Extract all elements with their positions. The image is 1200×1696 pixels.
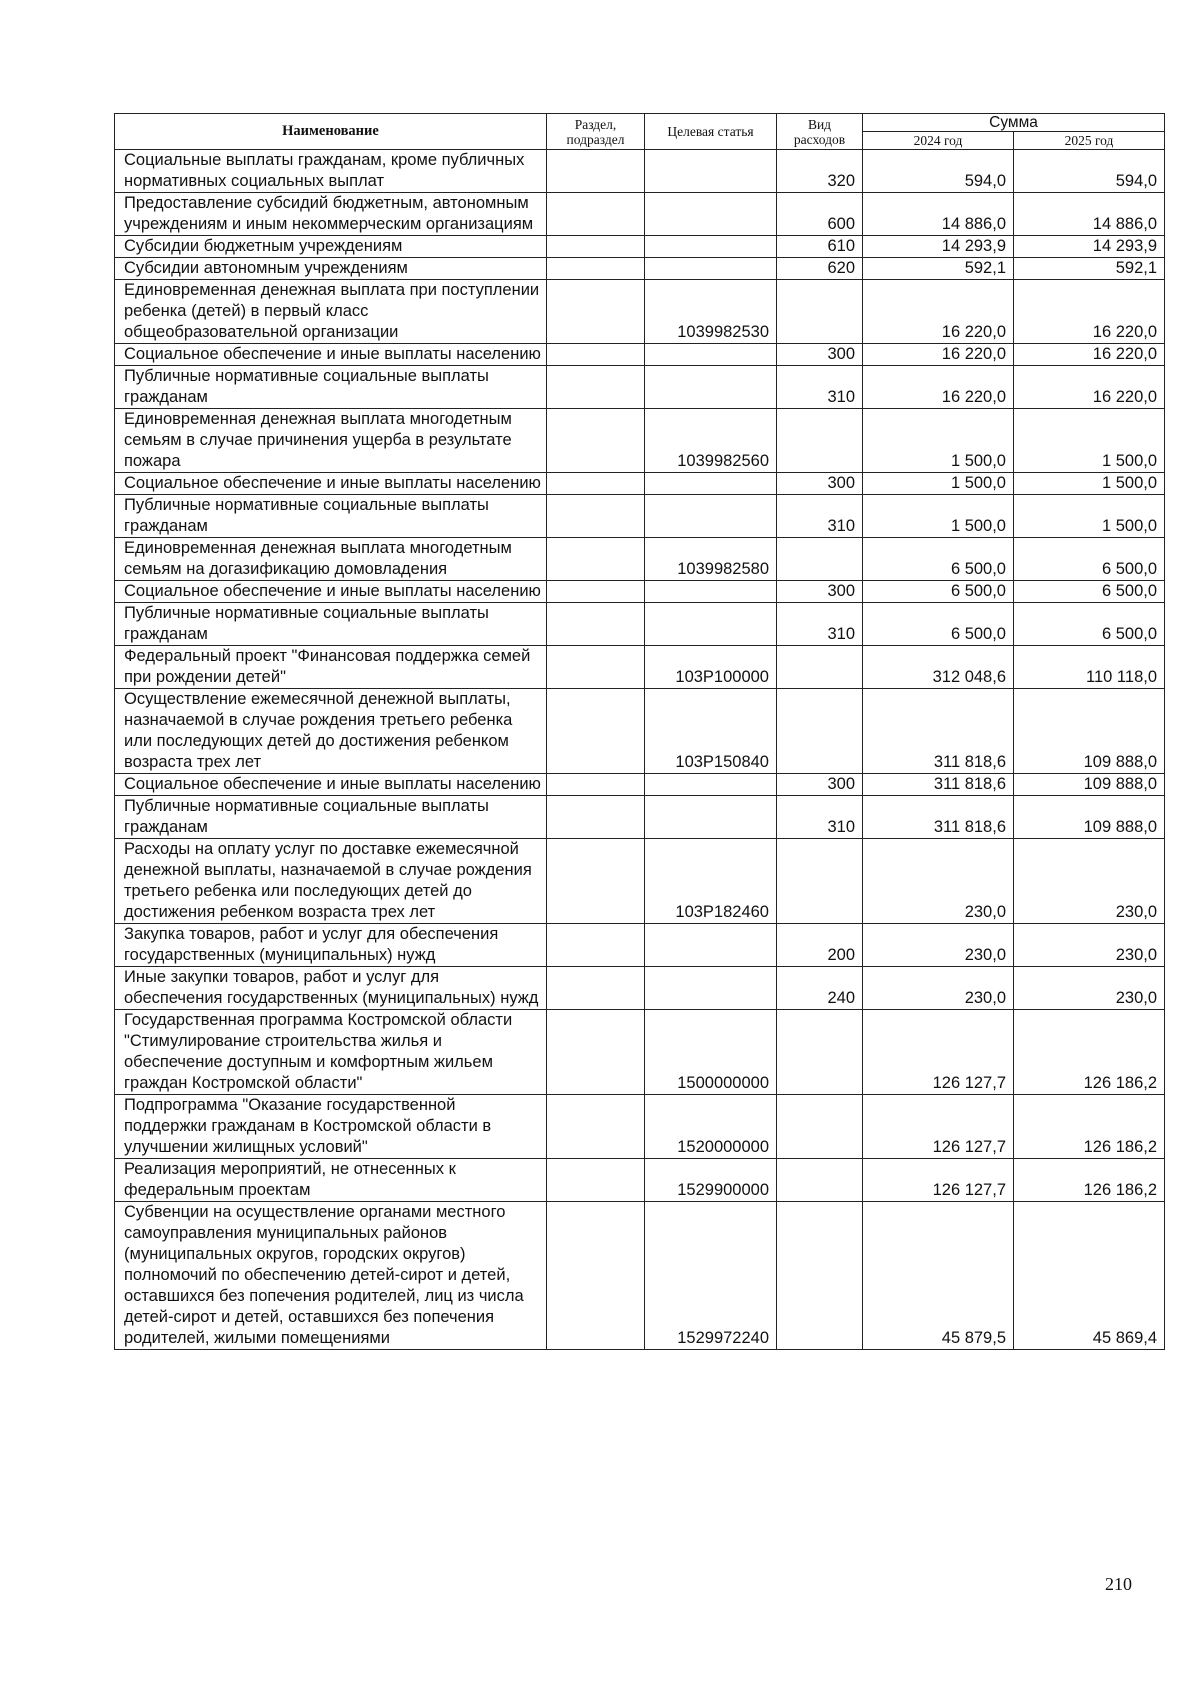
row-section-cell — [547, 1159, 645, 1202]
row-amount-2024-cell: 6 500,0 — [863, 538, 1014, 581]
row-amount-2024-cell: 16 220,0 — [863, 366, 1014, 409]
row-kind-cell — [777, 409, 863, 473]
row-name-cell: Субвенции на осуществление органами местного самоуправления муниципальных районов (муниципальных округов, городских округов) полномочий по обеспечению детей-сирот и детей, оставшихся без попечения родителей, лиц из числа детей-сирот и детей, оставшихся без попечения родителей, жилыми помещениями — [115, 1202, 547, 1350]
row-amount-2024-cell: 6 500,0 — [863, 581, 1014, 603]
row-name-cell: Социальное обеспечение и иные выплаты населению — [115, 473, 547, 495]
row-amount-2025-cell: 126 186,2 — [1014, 1159, 1165, 1202]
table-row — [115, 646, 1165, 689]
row-target-cell: 103P150840 — [645, 689, 777, 774]
row-name-cell: Единовременная денежная выплата многодетным семьям на догазификацию домовладения — [115, 538, 547, 581]
row-kind-cell: 600 — [777, 193, 863, 236]
row-kind-cell: 310 — [777, 366, 863, 409]
table-row — [115, 603, 1165, 646]
row-name-cell: Расходы на оплату услуг по доставке ежемесячной денежной выплаты, назначаемой в случае рождения третьего ребенка или последующих детей до достижения ребенком возраста трех лет — [115, 839, 547, 924]
budget-table — [114, 113, 1165, 1350]
row-amount-2025-cell: 110 118,0 — [1014, 646, 1165, 689]
table-row — [115, 344, 1165, 366]
table-row — [115, 1095, 1165, 1159]
row-kind-cell — [777, 1010, 863, 1095]
row-target-cell: 103P100000 — [645, 646, 777, 689]
row-name-cell: Федеральный проект "Финансовая поддержка семей при рождении детей" — [115, 646, 547, 689]
row-target-cell — [645, 924, 777, 967]
row-amount-2024-cell: 311 818,6 — [863, 796, 1014, 839]
row-amount-2024-cell: 126 127,7 — [863, 1159, 1014, 1202]
row-kind-cell — [777, 646, 863, 689]
row-amount-2025-cell: 1 500,0 — [1014, 495, 1165, 538]
row-amount-2024-cell: 1 500,0 — [863, 409, 1014, 473]
row-amount-2024-cell: 126 127,7 — [863, 1010, 1014, 1095]
header-sum: Сумма — [863, 114, 1165, 132]
row-kind-cell: 300 — [777, 473, 863, 495]
table-row — [115, 236, 1165, 258]
row-section-cell — [547, 796, 645, 839]
table-row — [115, 1159, 1165, 1202]
row-section-cell — [547, 603, 645, 646]
row-amount-2024-cell: 230,0 — [863, 924, 1014, 967]
row-amount-2025-cell: 14 293,9 — [1014, 236, 1165, 258]
row-name-cell: Иные закупки товаров, работ и услуг для обеспечения государственных (муниципальных) нужд — [115, 967, 547, 1010]
row-section-cell — [547, 409, 645, 473]
row-section-cell — [547, 236, 645, 258]
header-kind: Вид расходов — [777, 114, 863, 150]
row-name-cell: Социальное обеспечение и иные выплаты населению — [115, 774, 547, 796]
row-target-cell — [645, 603, 777, 646]
row-name-cell: Социальные выплаты гражданам, кроме публичных нормативных социальных выплат — [115, 150, 547, 193]
row-kind-cell: 310 — [777, 796, 863, 839]
row-amount-2024-cell: 14 886,0 — [863, 193, 1014, 236]
row-section-cell — [547, 1202, 645, 1350]
header-name: Наименование — [115, 114, 547, 150]
row-target-cell: 1039982530 — [645, 280, 777, 344]
row-target-cell: 1520000000 — [645, 1095, 777, 1159]
row-kind-cell — [777, 280, 863, 344]
table-row — [115, 796, 1165, 839]
row-section-cell — [547, 193, 645, 236]
row-name-cell: Предоставление субсидий бюджетным, автономным учреждениям и иным некоммерческим организациям — [115, 193, 547, 236]
row-amount-2025-cell: 230,0 — [1014, 924, 1165, 967]
row-name-cell: Публичные нормативные социальные выплаты гражданам — [115, 495, 547, 538]
row-amount-2025-cell: 6 500,0 — [1014, 581, 1165, 603]
row-target-cell — [645, 796, 777, 839]
row-kind-cell — [777, 839, 863, 924]
page-number: 210 — [1105, 1574, 1132, 1594]
row-target-cell: 1039982580 — [645, 538, 777, 581]
table-row — [115, 150, 1165, 193]
row-name-cell: Осуществление ежемесячной денежной выплаты, назначаемой в случае рождения третьего ребенка или последующих детей до достижения ребенком возраста трех лет — [115, 689, 547, 774]
row-amount-2024-cell: 1 500,0 — [863, 495, 1014, 538]
table-row — [115, 1202, 1165, 1350]
table-row — [115, 258, 1165, 280]
row-amount-2024-cell: 311 818,6 — [863, 689, 1014, 774]
row-amount-2025-cell: 6 500,0 — [1014, 538, 1165, 581]
row-amount-2025-cell: 594,0 — [1014, 150, 1165, 193]
row-section-cell — [547, 1095, 645, 1159]
row-amount-2025-cell: 6 500,0 — [1014, 603, 1165, 646]
row-kind-cell — [777, 538, 863, 581]
row-amount-2025-cell: 1 500,0 — [1014, 409, 1165, 473]
row-amount-2025-cell: 109 888,0 — [1014, 796, 1165, 839]
row-amount-2025-cell: 592,1 — [1014, 258, 1165, 280]
row-target-cell — [645, 581, 777, 603]
row-section-cell — [547, 366, 645, 409]
row-target-cell — [645, 236, 777, 258]
row-target-cell — [645, 495, 777, 538]
table-row — [115, 193, 1165, 236]
row-name-cell: Социальное обеспечение и иные выплаты населению — [115, 344, 547, 366]
row-amount-2025-cell: 109 888,0 — [1014, 689, 1165, 774]
row-kind-cell: 200 — [777, 924, 863, 967]
table-row — [115, 473, 1165, 495]
row-amount-2025-cell: 126 186,2 — [1014, 1095, 1165, 1159]
table-row — [115, 689, 1165, 774]
row-kind-cell: 620 — [777, 258, 863, 280]
row-name-cell: Государственная программа Костромской области "Стимулирование строительства жилья и обеспечение доступным и комфортным жильем граждан Костромской области" — [115, 1010, 547, 1095]
row-amount-2025-cell: 16 220,0 — [1014, 280, 1165, 344]
row-target-cell — [645, 473, 777, 495]
row-kind-cell: 610 — [777, 236, 863, 258]
row-amount-2024-cell: 230,0 — [863, 839, 1014, 924]
row-amount-2024-cell: 230,0 — [863, 967, 1014, 1010]
header-target: Целевая статья — [645, 114, 777, 150]
row-name-cell: Субсидии автономным учреждениям — [115, 258, 547, 280]
row-kind-cell: 310 — [777, 495, 863, 538]
row-target-cell — [645, 344, 777, 366]
row-name-cell: Публичные нормативные социальные выплаты гражданам — [115, 603, 547, 646]
row-section-cell — [547, 581, 645, 603]
row-amount-2024-cell: 126 127,7 — [863, 1095, 1014, 1159]
row-amount-2024-cell: 311 818,6 — [863, 774, 1014, 796]
row-section-cell — [547, 1010, 645, 1095]
row-kind-cell: 300 — [777, 774, 863, 796]
table-row — [115, 495, 1165, 538]
row-target-cell — [645, 967, 777, 1010]
row-kind-cell: 310 — [777, 603, 863, 646]
table-row — [115, 581, 1165, 603]
row-kind-cell — [777, 1095, 863, 1159]
row-amount-2024-cell: 1 500,0 — [863, 473, 1014, 495]
row-amount-2025-cell: 16 220,0 — [1014, 366, 1165, 409]
table-body — [115, 150, 1165, 1350]
row-amount-2025-cell: 45 869,4 — [1014, 1202, 1165, 1350]
header-section: Раздел, подраздел — [547, 114, 645, 150]
row-target-cell: 1529972240 — [645, 1202, 777, 1350]
row-name-cell: Субсидии бюджетным учреждениям — [115, 236, 547, 258]
table-row — [115, 366, 1165, 409]
row-target-cell: 1500000000 — [645, 1010, 777, 1095]
row-name-cell: Подпрограмма "Оказание государственной поддержки гражданам в Костромской области в улучшении жилищных условий" — [115, 1095, 547, 1159]
row-section-cell — [547, 495, 645, 538]
table-row — [115, 409, 1165, 473]
table-row — [115, 774, 1165, 796]
header-year-2024: 2024 год — [863, 132, 1014, 150]
row-kind-cell — [777, 1159, 863, 1202]
row-amount-2025-cell: 16 220,0 — [1014, 344, 1165, 366]
row-amount-2025-cell: 230,0 — [1014, 967, 1165, 1010]
table-row — [115, 280, 1165, 344]
row-kind-cell: 240 — [777, 967, 863, 1010]
row-target-cell: 1039982560 — [645, 409, 777, 473]
budget-sheet — [114, 113, 1164, 1350]
row-section-cell — [547, 646, 645, 689]
row-amount-2024-cell: 16 220,0 — [863, 280, 1014, 344]
row-amount-2025-cell: 1 500,0 — [1014, 473, 1165, 495]
row-amount-2024-cell: 592,1 — [863, 258, 1014, 280]
row-name-cell: Публичные нормативные социальные выплаты гражданам — [115, 366, 547, 409]
row-section-cell — [547, 473, 645, 495]
row-name-cell: Единовременная денежная выплата многодетным семьям в случае причинения ущерба в результате пожара — [115, 409, 547, 473]
table-row — [115, 967, 1165, 1010]
row-section-cell — [547, 967, 645, 1010]
row-section-cell — [547, 774, 645, 796]
header-year-2025: 2025 год — [1014, 132, 1165, 150]
row-section-cell — [547, 258, 645, 280]
row-amount-2024-cell: 594,0 — [863, 150, 1014, 193]
row-kind-cell — [777, 689, 863, 774]
row-section-cell — [547, 344, 645, 366]
row-amount-2024-cell: 14 293,9 — [863, 236, 1014, 258]
row-section-cell — [547, 924, 645, 967]
row-target-cell — [645, 366, 777, 409]
row-kind-cell: 300 — [777, 581, 863, 603]
row-amount-2024-cell: 312 048,6 — [863, 646, 1014, 689]
row-name-cell: Социальное обеспечение и иные выплаты населению — [115, 581, 547, 603]
row-amount-2024-cell: 6 500,0 — [863, 603, 1014, 646]
table-row — [115, 538, 1165, 581]
row-amount-2025-cell: 230,0 — [1014, 839, 1165, 924]
row-amount-2024-cell: 16 220,0 — [863, 344, 1014, 366]
row-target-cell — [645, 774, 777, 796]
row-kind-cell — [777, 1202, 863, 1350]
table-row — [115, 1010, 1165, 1095]
row-name-cell: Реализация мероприятий, не отнесенных к федеральным проектам — [115, 1159, 547, 1202]
row-amount-2024-cell: 45 879,5 — [863, 1202, 1014, 1350]
row-section-cell — [547, 839, 645, 924]
row-target-cell: 1529900000 — [645, 1159, 777, 1202]
table-row — [115, 924, 1165, 967]
row-amount-2025-cell: 109 888,0 — [1014, 774, 1165, 796]
row-target-cell: 103P182460 — [645, 839, 777, 924]
row-target-cell — [645, 193, 777, 236]
row-section-cell — [547, 538, 645, 581]
row-kind-cell: 320 — [777, 150, 863, 193]
row-section-cell — [547, 280, 645, 344]
row-target-cell — [645, 150, 777, 193]
row-name-cell: Единовременная денежная выплата при поступлении ребенка (детей) в первый класс общеобразовательной организации — [115, 280, 547, 344]
row-name-cell: Публичные нормативные социальные выплаты гражданам — [115, 796, 547, 839]
row-amount-2025-cell: 14 886,0 — [1014, 193, 1165, 236]
row-kind-cell: 300 — [777, 344, 863, 366]
row-section-cell — [547, 689, 645, 774]
row-amount-2025-cell: 126 186,2 — [1014, 1010, 1165, 1095]
row-target-cell — [645, 258, 777, 280]
row-section-cell — [547, 150, 645, 193]
row-name-cell: Закупка товаров, работ и услуг для обеспечения государственных (муниципальных) нужд — [115, 924, 547, 967]
table-row — [115, 839, 1165, 924]
